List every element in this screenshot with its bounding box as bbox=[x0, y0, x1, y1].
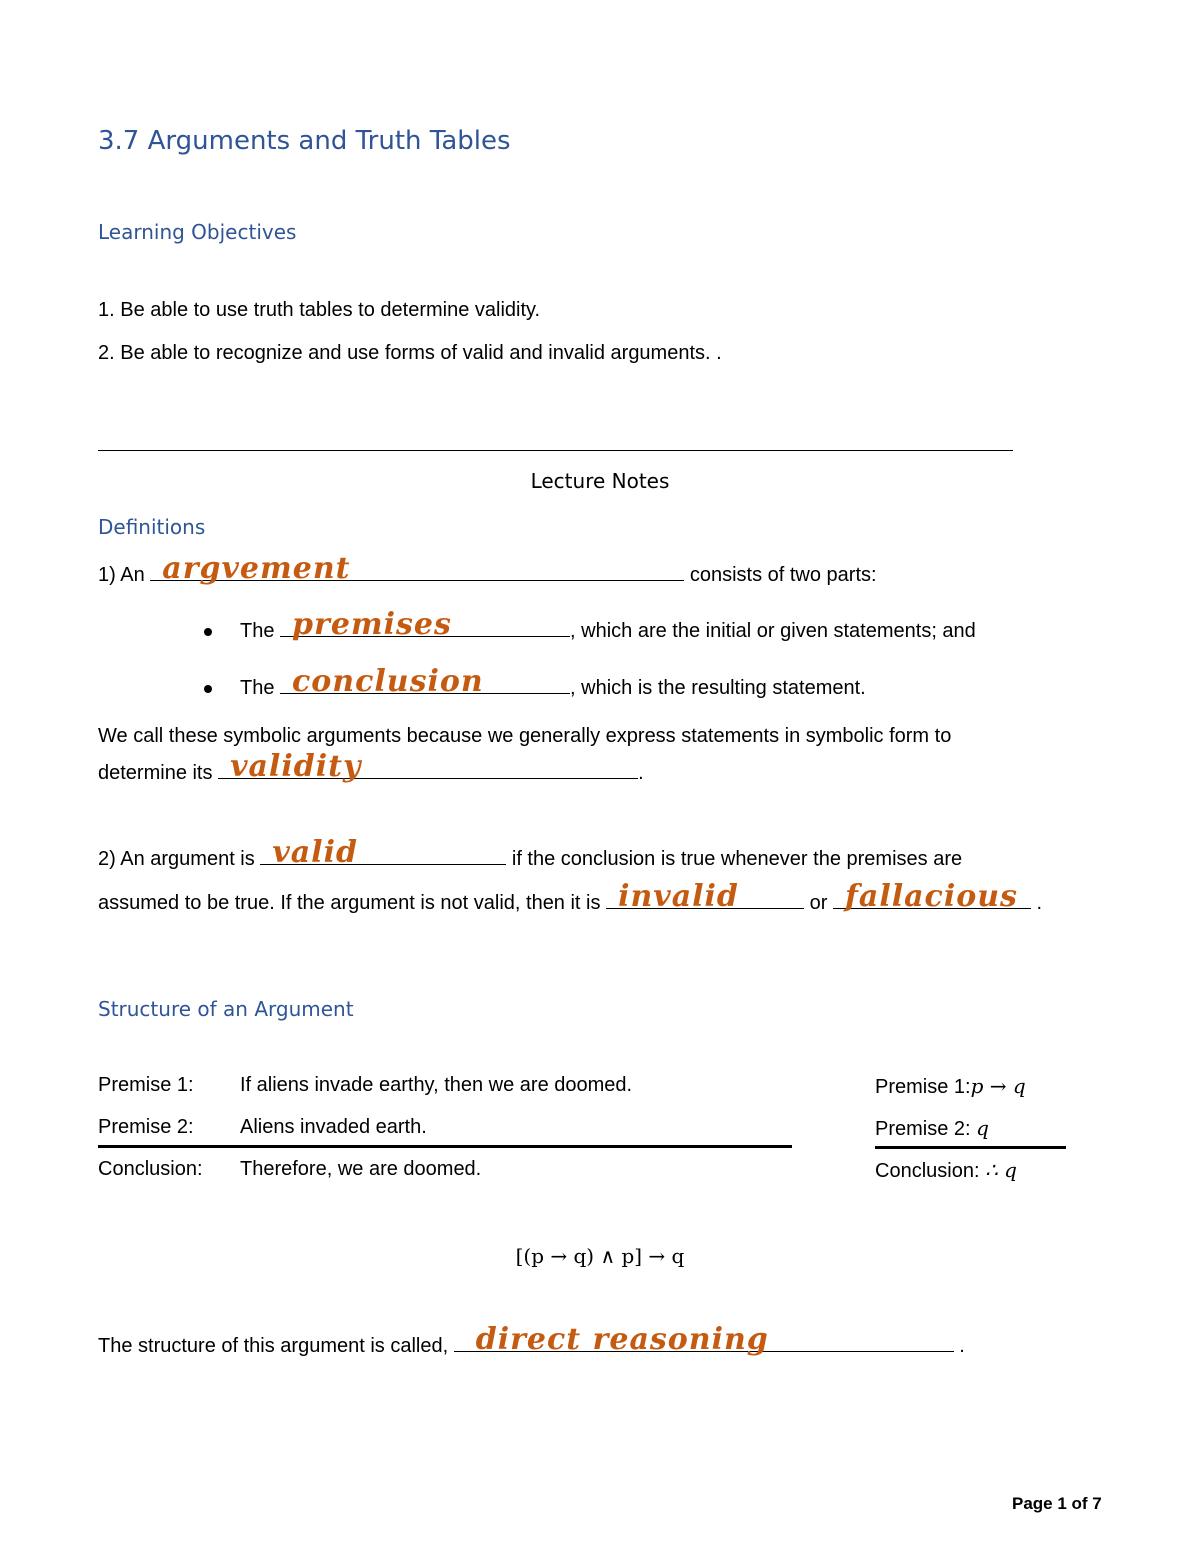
section-divider bbox=[98, 450, 1013, 451]
definition-1-blank bbox=[150, 551, 684, 586]
page-title: 3.7 Arguments and Truth Tables bbox=[98, 126, 511, 156]
handwritten-answer: invalid bbox=[618, 879, 739, 914]
bullet-2-prefix: The bbox=[240, 677, 275, 699]
structure-called-suffix: . bbox=[959, 1335, 965, 1357]
bullet-1-prefix: The bbox=[240, 620, 275, 642]
handwritten-answer: valid bbox=[272, 835, 358, 870]
bullet-icon bbox=[204, 685, 212, 693]
objective-item-2: 2. Be able to recognize and use forms of valid and invalid arguments. . bbox=[98, 342, 722, 364]
bullet-icon bbox=[204, 628, 212, 636]
premise-1-symbolic bbox=[875, 1074, 1026, 1099]
structure-called-prefix: The structure of this argument is called, bbox=[98, 1335, 449, 1357]
premise-1-text: If aliens invade earthy, then we are doomed. bbox=[240, 1074, 633, 1096]
structure-heading: Structure of an Argument bbox=[98, 997, 354, 1021]
definition-1 bbox=[98, 551, 877, 587]
learning-objectives-heading: Learning Objectives bbox=[98, 220, 297, 244]
definition-2-line-1 bbox=[98, 835, 963, 871]
handwritten-answer: premises bbox=[292, 607, 452, 642]
premise-2-text: Aliens invaded earth. bbox=[240, 1116, 427, 1138]
handwritten-answer: direct reasoning bbox=[475, 1322, 769, 1357]
premise-2-symbolic bbox=[875, 1116, 989, 1141]
premise-2-label: Premise 2: bbox=[98, 1116, 194, 1138]
handwritten-answer: conclusion bbox=[292, 664, 484, 699]
bullet-1-blank bbox=[280, 607, 570, 642]
definition-2-prefix: 2) An argument is bbox=[98, 848, 255, 870]
lecture-notes-label: Lecture Notes bbox=[530, 469, 670, 493]
bullet-2-blank bbox=[280, 664, 570, 699]
or-label: or bbox=[809, 892, 828, 914]
premise-2-symbolic-formula: q bbox=[976, 1116, 989, 1140]
premise-1-symbolic-label: Premise 1: bbox=[875, 1076, 971, 1098]
definition-1-prefix: 1) An bbox=[98, 564, 145, 586]
invalid-blank bbox=[606, 879, 804, 914]
definition-2-end: . bbox=[1036, 892, 1043, 914]
premise-1-label: Premise 1: bbox=[98, 1074, 194, 1096]
conclusion-divider bbox=[98, 1145, 792, 1148]
premise-2-symbolic-label: Premise 2: bbox=[875, 1118, 971, 1140]
fallacious-blank bbox=[833, 879, 1031, 914]
definition-2-suffix: if the conclusion is true whenever the premises are bbox=[511, 848, 963, 870]
symbolic-conclusion-divider bbox=[875, 1146, 1066, 1149]
definition-1-suffix: consists of two parts: bbox=[689, 564, 877, 586]
symbolic-line-2-suffix: . bbox=[638, 762, 644, 784]
argument-formula: [(p → q) ∧ p] → q bbox=[515, 1244, 685, 1268]
bullet-premises bbox=[204, 607, 976, 643]
conclusion-text: Therefore, we are doomed. bbox=[240, 1158, 482, 1180]
symbolic-line-2-prefix: determine its bbox=[98, 762, 213, 784]
conclusion-symbolic-label: Conclusion: bbox=[875, 1160, 980, 1182]
handwritten-answer: argvement bbox=[162, 551, 351, 586]
validity-blank bbox=[218, 749, 638, 784]
symbolic-arguments-line-1: We call these symbolic arguments because we generally express statements in symbolic form to bbox=[98, 725, 952, 747]
bullet-conclusion bbox=[204, 664, 866, 700]
page-number: Page 1 of 7 bbox=[1012, 1494, 1102, 1513]
definition-2-line-2 bbox=[98, 879, 1043, 915]
handwritten-answer: fallacious bbox=[844, 879, 1018, 914]
handwritten-answer: validity bbox=[230, 749, 362, 784]
conclusion-symbolic-formula: ∴ q bbox=[985, 1158, 1017, 1182]
definitions-heading: Definitions bbox=[98, 515, 206, 539]
structure-called-line bbox=[98, 1322, 965, 1358]
structure-name-blank bbox=[454, 1322, 954, 1357]
definition-2-line-2-prefix: assumed to be true. If the argument is not valid, then it is bbox=[98, 892, 601, 914]
symbolic-arguments-line-2 bbox=[98, 749, 644, 785]
bullet-2-suffix: , which is the resulting statement. bbox=[570, 677, 866, 699]
objective-item-1: 1. Be able to use truth tables to determine validity. bbox=[98, 299, 541, 321]
bullet-1-suffix: , which are the initial or given statements; and bbox=[570, 620, 976, 642]
conclusion-label: Conclusion: bbox=[98, 1158, 203, 1180]
conclusion-symbolic bbox=[875, 1158, 1017, 1183]
valid-blank bbox=[260, 835, 506, 870]
premise-1-symbolic-formula: p → q bbox=[970, 1074, 1026, 1098]
